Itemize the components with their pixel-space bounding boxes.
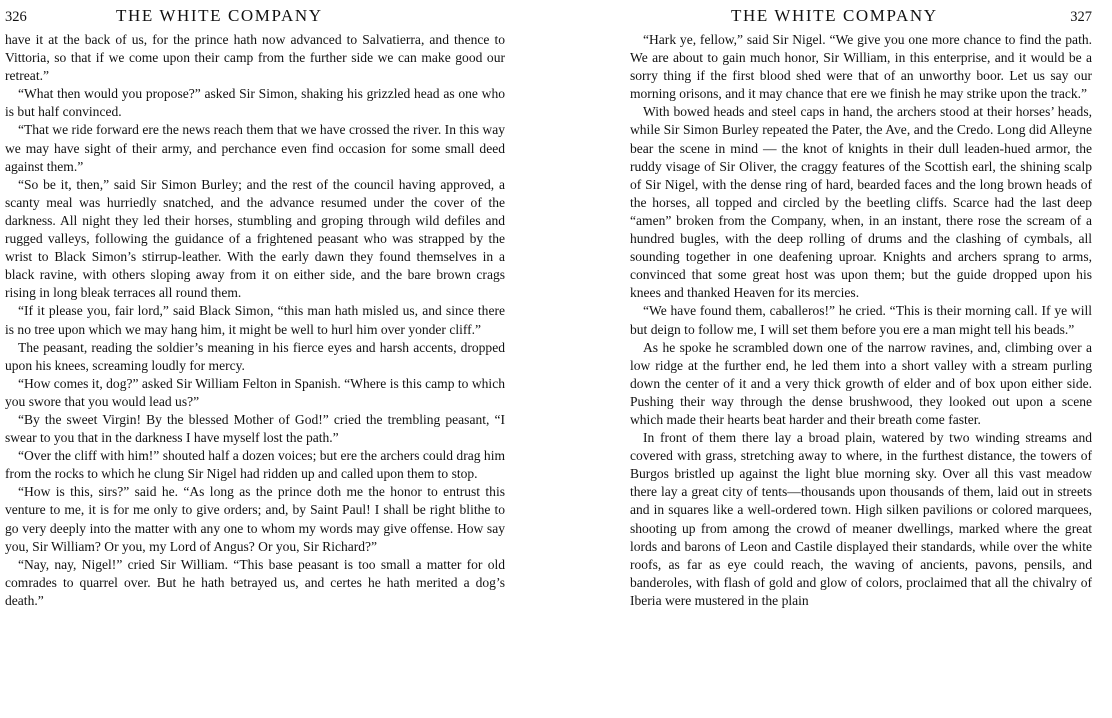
- page-number: 326: [5, 9, 27, 25]
- paragraph: “Nay, nay, Nigel!” cried Sir William. “This base peasant is too small a matter for old comrades to quarrel over. But he hath betrayed us, and certes he hath merited a dog’s death.”: [5, 556, 505, 608]
- paragraph: In front of them there lay a broad plain, watered by two winding streams and covered with grass, stretching away to where, in the furthest distance, the towers of Burgos bristled up against the light blue morning sky. Over all this vast meadow there lay a great city of tents—thousands upon thousands of them, laid out in streets and in squares like a well-ordered town. High silken pavilions or colored marquees, shooting up from among the crowd of meaner dwellings, marked where the great lords and barons of Leon and Castile displayed their standards, while over the white roofs, as far as eye could reach, the waving of ancients, pavons, pensils, and banderoles, with flash of gold and glow of colors, proclaimed that all the chivalry of Iberia were mustered in the plain: [630, 430, 1092, 608]
- paragraph: “By the sweet Virgin! By the blessed Mother of God!” cried the trembling peasant, “I swear to you that in the darkness I have myself lost the path.”: [5, 411, 505, 446]
- left-page-body: [5, 31, 505, 610]
- right-page: [630, 6, 1092, 610]
- right-page-body: [630, 31, 1092, 610]
- right-running-head: [630, 6, 1092, 27]
- paragraph: “That we ride forward ere the news reach them that we have crossed the river. In this way we may have sight of their army, and perchance even find occasion for some small deed against them.”: [5, 122, 505, 174]
- paragraph: The peasant, reading the soldier’s meaning in his fierce eyes and harsh accents, dropped upon his knees, screaming loudly for mercy.: [5, 339, 505, 373]
- paragraph: “So be it, then,” said Sir Simon Burley; and the rest of the council having approved, a scanty meal was hurriedly snatched, and the advance resumed under the cover of the darkness. All night they led their horses, stumbling and groping through wild defiles and rugged valleys, following the guidance of a frightened peasant who was strapped by the wrist to Black Simon’s stirrup-leather. With the early dawn they found themselves in a black ravine, with others sloping away from it on either side, and the bare brown crags rising in long bleak terraces all round them.: [5, 176, 505, 301]
- paragraph: “Over the cliff with him!” shouted half a dozen voices; but ere the archers could drag him from the rocks to which he clung Sir Nigel had ridden up and called upon them to stop.: [5, 448, 505, 482]
- page-number: 327: [1070, 9, 1092, 25]
- paragraph: “If it please you, fair lord,” said Black Simon, “this man hath misled us, and since there is no tree upon which we may hang him, it might be well to hurl him over yonder cliff.”: [5, 303, 505, 337]
- paragraph: have it at the back of us, for the prince hath now advanced to Salvatierra, and thence to Vittoria, so that if we come upon their camp from the further side we can make good our retreat.”: [5, 32, 505, 84]
- paragraph: With bowed heads and steel caps in hand, the archers stood at their horses’ heads, while Sir Simon Burley repeated the Pater, the Ave, and the Credo. Long did Alleyne bear the scene in mind — the knot of knights in their dull leaden-hued armor, the ruddy visage of Sir Oliver, the craggy features of the Scottish earl, the shining scalp of Sir Nigel, with the dense ring of hard, bearded faces and the long brown heads of the horses, all topped and circled by the beetling cliffs. Scarce had the last deep “amen” broken from the Company, when, in an instant, there rose the scream of a hundred bugles, with the deep rolling of drums and the clashing of cymbals, all sounding together in one deafening uproar. Knights and archers sprang to arms, convinced that some great host was upon them; but the guide dropped upon his knees and thanked Heaven for its mercies.: [630, 104, 1092, 301]
- paragraph: “What then would you propose?” asked Sir Simon, shaking his grizzled head as one who is but half convinced.: [5, 86, 505, 120]
- left-page: [5, 6, 505, 610]
- paragraph: As he spoke he scrambled down one of the narrow ravines, and, climbing over a low ridge at the further end, he led them into a short valley with a stream purling down the center of it and a very thick growth of elder and of box upon either side. Pushing their way through the dense brushwood, they looked out upon a scene which made their hearts beat harder and their breath come faster.: [630, 339, 1092, 427]
- book-title: THE WHITE COMPANY: [731, 6, 938, 25]
- paragraph: “We have found them, caballeros!” he cried. “This is their morning call. If ye will but deign to follow me, I will set them before you ere a man might tell his beads.”: [630, 303, 1092, 337]
- left-running-head: [5, 6, 505, 27]
- paragraph: “How comes it, dog?” asked Sir William Felton in Spanish. “Where is this camp to which you swore that you would lead us?”: [5, 375, 505, 409]
- book-title: THE WHITE COMPANY: [116, 6, 323, 25]
- paragraph: “How is this, sirs?” said he. “As long as the prince doth me the honor to entrust this venture to me, it is for me only to give orders; and, by Saint Paul! I shall be right blithe to go very deeply into the matter with any one to whom my words may give offense. How say you, Sir William? Or you, my Lord of Angus? Or you, Sir Richard?”: [5, 484, 505, 554]
- paragraph: “Hark ye, fellow,” said Sir Nigel. “We give you one more chance to find the path. We are about to gain much honor, Sir William, in this enterprise, and it would be a sorry thing if the first blood shed were that of an unworthy boor. Let us say our morning orisons, and it may chance that ere we finish he may strike upon the track.”: [630, 32, 1092, 102]
